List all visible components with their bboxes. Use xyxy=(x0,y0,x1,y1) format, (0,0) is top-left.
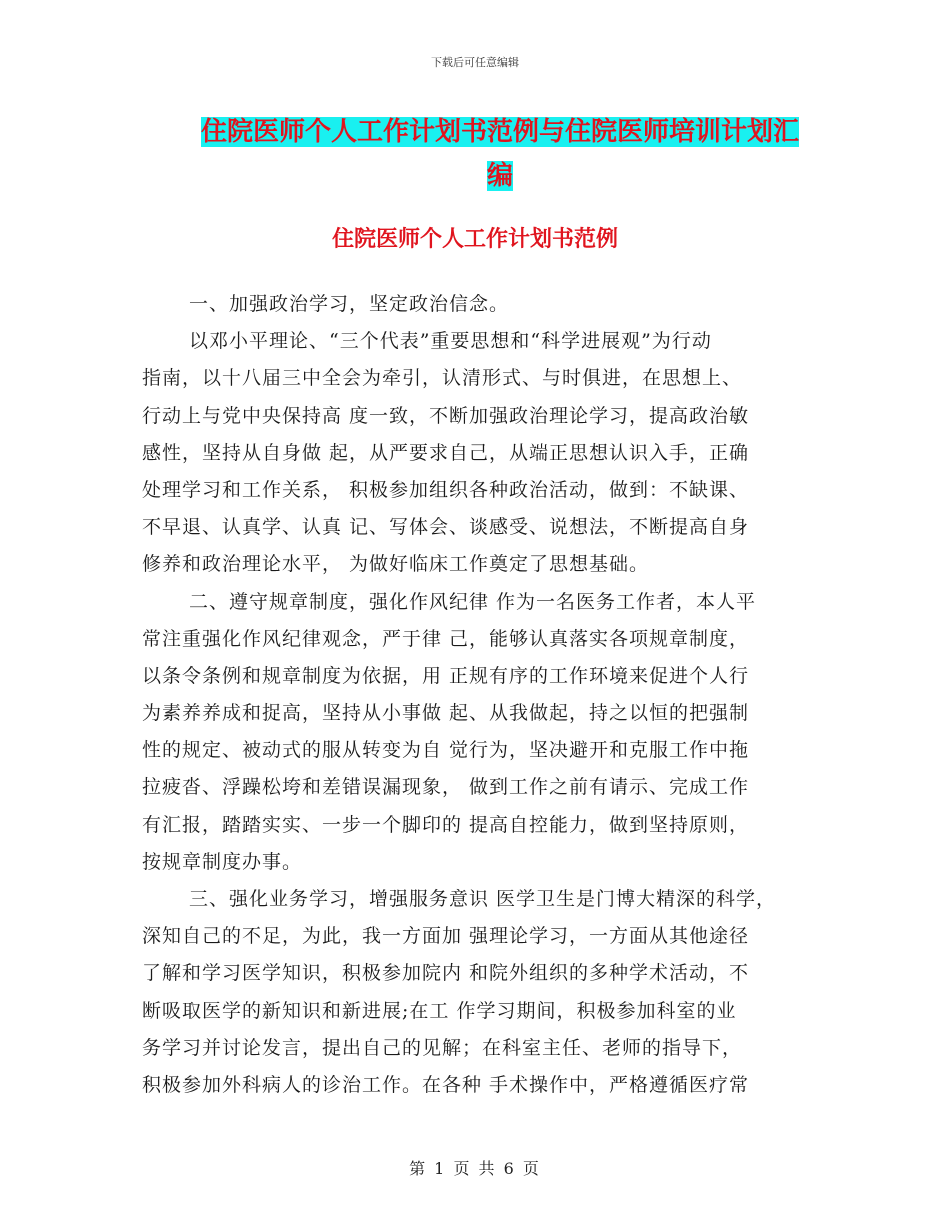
paragraph-line: 不早退、认真学、认真 记、写体会、谈感受、说想法，不断提高自身 xyxy=(142,516,750,539)
section-title: 住院医师个人工作计划书范例 xyxy=(331,227,618,252)
paragraph-line: 为素养养成和捉高，坚持从小事做 起、从我做起，持之以恒的把强制 xyxy=(142,702,750,725)
paragraph-line: 修养和政治理论水平， 为做好临床工作奠定了思想基础。 xyxy=(142,553,650,576)
paragraph-line: 感性，坚持从自身做 起，从严要求自己，从端正思想认识入手，正确 xyxy=(142,441,750,464)
main-title-line2: 编 xyxy=(486,161,513,191)
paragraph-line: 三、强化业务学习，增强服务意识 医学卫生是门博大精深的科学， xyxy=(189,888,777,910)
paragraph-line: 深知自己的不足，为此，我一方面加 强理论学习，一方面从其他途径 xyxy=(142,925,750,948)
paragraph-line: 务学习并讨论发言，提出自己的见解；在科室主任、老师的指导下， xyxy=(142,1036,743,1059)
main-title xyxy=(180,110,820,198)
paragraph-line: 拉疲沓、浮躁松垮和差错误漏现象， 做到工作之前有请示、完成工作 xyxy=(142,776,750,799)
paragraph-line: 行动上与党中央保持高 度一致，不断加强政治理论学习，提高政治敏 xyxy=(142,404,750,427)
paragraph-line: 以邓小平理论、“三个代表”重要思想和“科学进展观”为行动 xyxy=(189,330,712,353)
paragraph-line: 一、加强政治学习，坚定政治信念。 xyxy=(189,293,510,315)
paragraph-line: 积极参加外科病人的诊治工作。在各种 手术操作中，严格遵循医疗常 xyxy=(142,1073,750,1096)
paragraph-line: 了解和学习医学知识，积极参加院内 和院外组织的多种学术活动，不 xyxy=(142,962,750,985)
body-text xyxy=(142,286,812,1104)
paragraph-line: 断吸取医学的新知识和新进展;在工 作学习期间，积极参加科室的业 xyxy=(142,999,737,1022)
paragraph-line: 以条令条例和规章制度为依据，用 正规有序的工作环境来促进个人行 xyxy=(142,664,750,687)
main-title-line1: 住院医师个人工作计划书范例与住院医师培训计划汇 xyxy=(200,117,799,147)
paragraph-line: 处理学习和工作关系， 积极参加组织各种政治活动，做到：不缺课、 xyxy=(142,478,750,501)
paragraph-line: 常注重强化作风纪律观念，严于律 己，能够认真落实各项规章制度， xyxy=(142,627,750,650)
page-number-footer: 第 1 页 共 6 页 xyxy=(409,1159,541,1178)
paragraph-line: 有汇报，踏踏实实、一步一个脚印的 提高自控能力，做到坚持原则， xyxy=(142,813,750,836)
paragraph-line: 性的规定、被动式的服从转变为自 觉行为，坚决避开和克服工作中拖 xyxy=(142,739,750,762)
header-note: 下载后可任意编辑 xyxy=(431,56,519,69)
paragraph-line: 按规章制度办事。 xyxy=(142,850,303,873)
paragraph-line: 二、遵守规章制度，强化作风纪律 作为一名医务工作者，本人平 xyxy=(189,590,757,613)
paragraph-line: 指南，以十八届三中全会为牵引，认清形式、与时俱进，在思想上、 xyxy=(142,367,743,390)
